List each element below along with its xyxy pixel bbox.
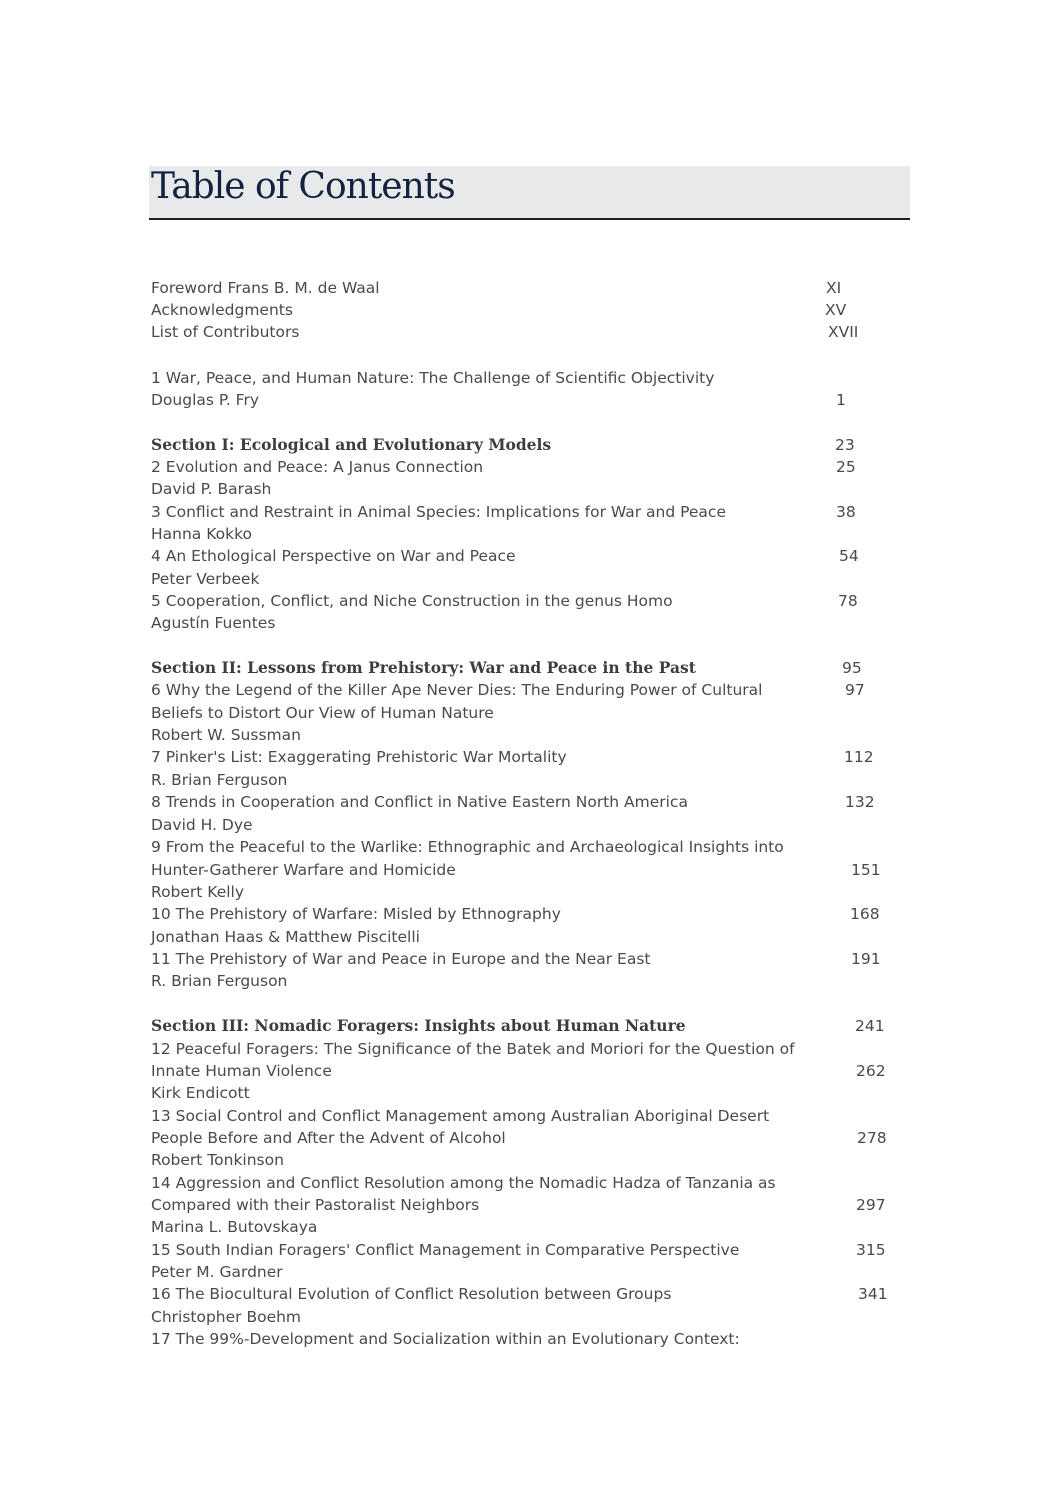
page-number: 341 [858, 1285, 888, 1303]
page-number: 95 [842, 659, 862, 677]
toc-chapter-author: Marina L. Butovskaya [151, 1218, 318, 1236]
toc-chapter-author: Peter Verbeek [151, 570, 260, 588]
section-heading[interactable]: Section II: Lessons from Prehistory: War and Peace in the Past [151, 658, 696, 677]
toc-chapter-author: Jonathan Haas & Matthew Piscitelli [151, 928, 420, 946]
toc-chapter-title[interactable]: 9 From the Peaceful to the Warlike: Ethnographic and Archaeological Insights into [151, 838, 784, 856]
toc-chapter-title[interactable]: 11 The Prehistory of War and Peace in Europe and the Near East [151, 950, 651, 968]
toc-chapter-title[interactable]: 4 An Ethological Perspective on War and Peace [151, 547, 516, 565]
toc-chapter-author: R. Brian Ferguson [151, 972, 288, 990]
page-number: 132 [845, 793, 875, 811]
page-number: 168 [850, 905, 880, 923]
page-number: 23 [835, 436, 855, 454]
toc-chapter-title[interactable]: 6 Why the Legend of the Killer Ape Never Dies: The Enduring Power of Cultural [151, 681, 763, 699]
toc-chapter-author: Christopher Boehm [151, 1308, 302, 1326]
page-title: Table of Contents [151, 166, 455, 207]
toc-chapter-author: Agustín Fuentes [151, 614, 276, 632]
toc-chapter-author: Robert Tonkinson [151, 1151, 284, 1169]
toc-chapter-title-cont[interactable]: People Before and After the Advent of Alcohol [151, 1129, 506, 1147]
page-number: XV [825, 301, 847, 319]
toc-chapter-title[interactable]: 14 Aggression and Conflict Resolution among the Nomadic Hadza of Tanzania as [151, 1174, 776, 1192]
toc-entry-acknowledgments[interactable]: Acknowledgments [151, 301, 293, 319]
toc-chapter-title-cont[interactable]: Compared with their Pastoralist Neighbors [151, 1196, 480, 1214]
page-number: 151 [851, 861, 881, 879]
page-number: XVII [828, 323, 859, 341]
toc-entry-contributors[interactable]: List of Contributors [151, 323, 300, 341]
page-number: 97 [845, 681, 865, 699]
page-number: 112 [844, 748, 874, 766]
toc-chapter-author: Peter M. Gardner [151, 1263, 283, 1281]
toc-chapter-title[interactable]: 2 Evolution and Peace: A Janus Connection [151, 458, 484, 476]
toc-chapter-author: Robert Kelly [151, 883, 245, 901]
page-number: 38 [836, 503, 856, 521]
toc-chapter-author: Douglas P. Fry [151, 391, 260, 409]
toc-chapter-title[interactable]: 7 Pinker's List: Exaggerating Prehistoric War Mortality [151, 748, 567, 766]
toc-chapter-title[interactable]: 10 The Prehistory of Warfare: Misled by Ethnography [151, 905, 561, 923]
toc-entry-foreword[interactable]: Foreword Frans B. M. de Waal [151, 279, 380, 297]
page-number: 241 [855, 1017, 885, 1035]
section-heading[interactable]: Section III: Nomadic Foragers: Insights about Human Nature [151, 1016, 686, 1035]
section-heading[interactable]: Section I: Ecological and Evolutionary Models [151, 435, 552, 454]
toc-chapter-author: R. Brian Ferguson [151, 771, 288, 789]
page-number: 297 [856, 1196, 886, 1214]
page-number: 191 [851, 950, 881, 968]
toc-chapter-title-cont[interactable]: Hunter-Gatherer Warfare and Homicide [151, 861, 456, 879]
page-number: 25 [836, 458, 856, 476]
toc-chapter-title[interactable]: 17 The 99%-Development and Socialization within an Evolutionary Context: [151, 1330, 740, 1348]
title-band [149, 166, 910, 220]
toc-chapter-title[interactable]: 1 War, Peace, and Human Nature: The Challenge of Scientific Objectivity [151, 369, 715, 387]
page-number: 1 [836, 391, 846, 409]
toc-chapter-author: David P. Barash [151, 480, 272, 498]
toc-chapter-title[interactable]: 12 Peaceful Foragers: The Significance of the Batek and Moriori for the Question of [151, 1040, 795, 1058]
page-number: 262 [856, 1062, 886, 1080]
page-number: 278 [857, 1129, 887, 1147]
toc-chapter-author: Hanna Kokko [151, 525, 252, 543]
toc-chapter-author: Robert W. Sussman [151, 726, 301, 744]
toc-chapter-title[interactable]: 16 The Biocultural Evolution of Conflict Resolution between Groups [151, 1285, 672, 1303]
page-number: 78 [838, 592, 858, 610]
toc-chapter-title[interactable]: 3 Conflict and Restraint in Animal Species: Implications for War and Peace [151, 503, 726, 521]
toc-chapter-author: David H. Dye [151, 816, 253, 834]
toc-chapter-title[interactable]: 13 Social Control and Conflict Management among Australian Aboriginal Desert [151, 1107, 770, 1125]
page-number: 54 [839, 547, 859, 565]
toc-chapter-author: Kirk Endicott [151, 1084, 250, 1102]
toc-chapter-title[interactable]: 5 Cooperation, Conflict, and Niche Construction in the genus Homo [151, 592, 673, 610]
toc-chapter-title-cont[interactable]: Beliefs to Distort Our View of Human Nature [151, 704, 494, 722]
toc-chapter-title[interactable]: 15 South Indian Foragers' Conflict Management in Comparative Perspective [151, 1241, 740, 1259]
toc-chapter-title-cont[interactable]: Innate Human Violence [151, 1062, 332, 1080]
toc-chapter-title[interactable]: 8 Trends in Cooperation and Conflict in Native Eastern North America [151, 793, 688, 811]
page-number: XI [826, 279, 842, 297]
page-number: 315 [856, 1241, 886, 1259]
